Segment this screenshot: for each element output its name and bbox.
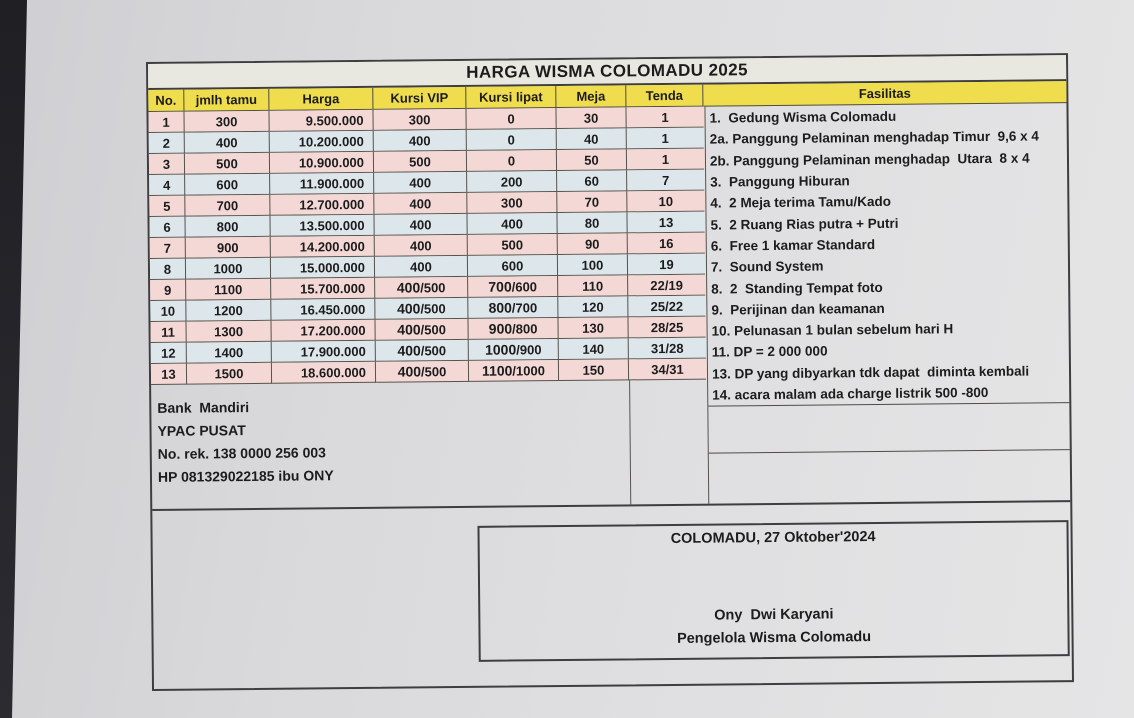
cell-kursi-vip-rest: 400: [409, 195, 432, 211]
cell-jmlh-tamu: 1100: [186, 279, 271, 301]
cell-jmlh-tamu: 1400: [187, 342, 272, 364]
fasilitas-item: 2a. Panggung Pelaminan menghadap Timur 9,6 x 4: [709, 128, 1039, 148]
cell-meja: 110: [558, 275, 628, 297]
cell-jmlh-tamu: 400: [185, 132, 270, 154]
cell-no: 5: [149, 196, 185, 217]
cell-kursi-lipat: [467, 129, 557, 151]
cell-kursi-vip-rest: /500: [420, 342, 447, 358]
bank-info-line: HP 081329022185 ibu ONY: [157, 467, 334, 485]
cell-kursi-vip: [374, 172, 467, 194]
signature-place-date: COLOMADU, 27 Oktober'2024: [670, 529, 876, 547]
cell-meja: 130: [558, 317, 628, 339]
document-outer-border: [146, 53, 1074, 691]
cell-kursi-vip: [375, 256, 468, 278]
cell-meja: 30: [556, 107, 626, 129]
cell-harga: 15.700.000: [271, 278, 375, 300]
cell-kursi-lipat-rest: /600: [511, 278, 538, 294]
cell-kursi-vip: [374, 151, 467, 173]
cell-tenda: 28/25: [628, 317, 705, 339]
cell-kursi-vip-rest: 300: [408, 111, 431, 127]
cell-tenda: 34/31: [629, 359, 706, 381]
cell-kursi-lipat-bold: 900: [488, 320, 513, 337]
bank-info-line: YPAC PUSAT: [157, 422, 246, 439]
fasilitas-item: 1. Gedung Wisma Colomadu: [709, 108, 897, 126]
signature-name: Ony Dwi Karyani: [714, 606, 834, 624]
cell-kursi-vip-bold: 400: [397, 363, 422, 380]
fasilitas-item: 9. Perijinan dan keamanan: [711, 300, 885, 318]
cell-harga: 13.500.000: [270, 215, 374, 237]
cell-tenda: 7: [627, 170, 704, 192]
cell-tenda: 22/19: [628, 275, 705, 297]
cell-kursi-lipat-rest: /800: [512, 320, 538, 336]
cell-kursi-vip-rest: 400: [409, 237, 432, 253]
cell-kursi-lipat-bold: 1100: [481, 362, 513, 379]
empty-box-2: [709, 449, 1070, 503]
cell-meja: 70: [557, 191, 627, 213]
cell-kursi-vip: [375, 298, 468, 320]
cell-kursi-vip-bold: 400: [396, 300, 421, 317]
bank-info-line: No. rek. 138 0000 256 003: [157, 444, 326, 462]
cell-kursi-vip: [374, 214, 467, 236]
cell-harga: 10.200.000: [270, 131, 374, 153]
cell-kursi-lipat: [469, 339, 559, 361]
cell-kursi-vip-rest: 400: [410, 258, 432, 274]
cell-kursi-vip: [375, 319, 468, 341]
cell-kursi-lipat: [468, 297, 558, 319]
cell-kursi-lipat-rest: 0: [507, 131, 515, 148]
cell-kursi-vip-rest: /500: [420, 300, 446, 316]
cell-jmlh-tamu: 300: [184, 111, 269, 133]
cell-kursi-lipat: [467, 213, 557, 235]
fasilitas-item: 7. Sound System: [710, 258, 824, 275]
cell-kursi-lipat-bold: 800: [488, 299, 512, 316]
fasilitas-item: 13. DP yang dibyarkan tdk dapat diminta kembali: [711, 363, 1030, 382]
cell-tenda: 1: [627, 149, 704, 171]
cell-kursi-vip: [373, 109, 466, 131]
fasilitas-item: 8. 2 Standing Tempat foto: [711, 279, 883, 297]
cell-harga: 14.200.000: [271, 236, 375, 258]
fasilitas-item: 4. 2 Meja terima Tamu/Kado: [710, 194, 892, 211]
price-sheet: [146, 53, 1074, 691]
cell-no: 11: [150, 322, 186, 343]
cell-jmlh-tamu: 700: [185, 195, 270, 217]
cell-meja: 120: [558, 296, 628, 318]
cell-meja: 100: [558, 254, 628, 276]
bank-info: [151, 380, 630, 509]
cell-kursi-vip-rest: 500: [409, 153, 431, 169]
cell-kursi-vip-rest: 400: [408, 132, 431, 148]
cell-kursi-lipat-rest: /900: [516, 341, 542, 357]
col-header-harga: Harga: [269, 88, 373, 110]
cell-kursi-vip-rest: 400: [409, 174, 432, 190]
cell-kursi-vip: [376, 361, 469, 383]
cell-jmlh-tamu: 500: [185, 153, 270, 175]
cell-harga: 17.200.000: [271, 320, 375, 342]
cell-kursi-lipat-rest: 600: [501, 257, 524, 274]
signature-section: [152, 502, 1072, 689]
cell-kursi-lipat-rest: 400: [501, 215, 523, 232]
cell-tenda: 19: [628, 254, 705, 276]
cell-kursi-vip: [374, 193, 467, 215]
col-header-kursi-lipat: Kursi lipat: [466, 86, 556, 108]
cell-jmlh-tamu: 900: [186, 237, 271, 259]
table-left-block: [148, 107, 708, 509]
cell-meja: 50: [557, 149, 627, 171]
signature-box: [477, 520, 1069, 662]
cell-tenda: 16: [628, 233, 705, 255]
cell-harga: 11.900.000: [270, 173, 374, 195]
cell-no: 8: [150, 259, 186, 280]
cell-kursi-lipat-rest: 0: [507, 152, 516, 169]
cell-kursi-lipat: [468, 255, 558, 277]
cell-meja: 80: [557, 212, 627, 234]
cell-kursi-vip: [376, 340, 469, 362]
cell-meja: 40: [557, 128, 627, 150]
cell-kursi-lipat-rest: 200: [500, 173, 523, 190]
cell-kursi-lipat-bold: 700: [488, 278, 512, 295]
cell-no: 1: [148, 112, 184, 133]
cell-jmlh-tamu: 1000: [186, 258, 271, 280]
cell-no: 7: [150, 238, 186, 259]
fasilitas-item: 2b. Panggung Pelaminan menghadap Utara 8 x 4: [709, 150, 1030, 169]
cell-kursi-lipat-rest: 500: [501, 236, 524, 253]
cell-tenda: 31/28: [629, 338, 706, 360]
empty-box-1: [708, 402, 1069, 452]
cell-kursi-lipat-rest: /1000: [512, 362, 546, 378]
cell-jmlh-tamu: 800: [185, 216, 270, 238]
cell-kursi-vip-bold: 400: [397, 321, 421, 338]
cell-kursi-vip-rest: 400: [409, 216, 432, 232]
cell-harga: 18.600.000: [272, 362, 376, 384]
cell-no: 2: [149, 133, 185, 154]
cell-no: 13: [151, 364, 187, 385]
col-header-jmlh-tamu: jmlh tamu: [184, 89, 269, 111]
empty-tenda-strip: [629, 380, 708, 505]
cell-harga: 15.000.000: [271, 257, 375, 279]
cell-kursi-vip-rest: /500: [420, 321, 446, 337]
fasilitas-item: 3. Panggung Hiburan: [710, 173, 850, 190]
cell-kursi-vip: [374, 130, 467, 152]
price-table-rows: [148, 107, 707, 385]
fasilitas-item: 14. acara malam ada charge listrik 500 -800: [712, 384, 989, 403]
cell-meja: 140: [559, 338, 629, 360]
col-header-no: No.: [148, 90, 184, 111]
cell-kursi-lipat-rest: 300: [500, 194, 523, 211]
cell-kursi-lipat-rest: 0: [507, 110, 515, 127]
document-title: HARGA WISMA COLOMADU 2025: [148, 55, 1066, 90]
col-header-kursi-vip: Kursi VIP: [373, 87, 466, 109]
cell-harga: 12.700.000: [270, 194, 374, 216]
fasilitas-item: 6. Free 1 kamar Standard: [710, 236, 876, 254]
fasilitas-item: 5. 2 Ruang Rias putra + Putri: [710, 215, 899, 233]
fasilitas-item: 11. DP = 2 000 000: [711, 343, 828, 360]
cell-kursi-vip-bold: 400: [396, 279, 421, 296]
cell-harga: 17.900.000: [272, 341, 376, 363]
cell-kursi-lipat: [468, 276, 558, 298]
cell-harga: 10.900.000: [270, 152, 374, 174]
cell-jmlh-tamu: 1200: [186, 300, 271, 322]
photo-dark-edge: [0, 0, 34, 718]
cell-meja: 90: [558, 233, 628, 255]
cell-harga: 9.500.000: [269, 110, 373, 132]
cell-tenda: 1: [626, 107, 703, 129]
col-header-fasilitas: Fasilitas: [858, 85, 911, 102]
cell-kursi-lipat: [469, 360, 559, 382]
cell-kursi-lipat-rest: /700: [511, 299, 538, 315]
bank-info-line: Bank Mandiri: [157, 399, 250, 416]
cell-jmlh-tamu: 1300: [186, 321, 271, 343]
cell-jmlh-tamu: 600: [185, 174, 270, 196]
fasilitas-column: [704, 103, 1070, 503]
cell-tenda: 1: [627, 128, 704, 150]
cell-kursi-vip: [375, 235, 468, 257]
cell-harga: 16.450.000: [271, 299, 375, 321]
cell-kursi-lipat: [467, 192, 557, 214]
cell-no: 10: [150, 301, 186, 322]
col-header-tenda: Tenda: [626, 85, 703, 107]
cell-no: 6: [149, 217, 185, 238]
cell-meja: 60: [557, 170, 627, 192]
cell-kursi-lipat: [467, 150, 557, 172]
fasilitas-item: 10. Pelunasan 1 bulan sebelum hari H: [711, 321, 954, 339]
col-header-meja: Meja: [556, 85, 626, 107]
cell-jmlh-tamu: 1500: [187, 363, 272, 385]
cell-kursi-vip: [375, 277, 468, 299]
cell-tenda: 25/22: [628, 296, 705, 318]
signature-names: [480, 601, 1067, 653]
signature-role: Pengelola Wisma Colomadu: [676, 629, 872, 647]
cell-no: 9: [150, 280, 186, 301]
fasilitas-list: [705, 103, 1069, 406]
cell-meja: 150: [559, 359, 629, 381]
cell-tenda: 13: [627, 212, 704, 234]
cell-no: 3: [149, 154, 185, 175]
cell-kursi-lipat: [468, 234, 558, 256]
cell-no: 12: [151, 343, 187, 364]
cell-kursi-vip-rest: /500: [420, 363, 447, 379]
cell-kursi-lipat: [468, 318, 558, 340]
cell-tenda: 10: [627, 191, 704, 213]
cell-kursi-lipat: [466, 108, 556, 130]
cell-kursi-vip-rest: /500: [420, 279, 446, 295]
table-body: [148, 103, 1070, 511]
cell-kursi-lipat: [467, 171, 557, 193]
cell-kursi-vip-bold: 400: [397, 342, 421, 359]
cell-no: 4: [149, 175, 185, 196]
bank-area: [151, 380, 708, 509]
cell-kursi-lipat-bold: 1000: [484, 341, 517, 358]
